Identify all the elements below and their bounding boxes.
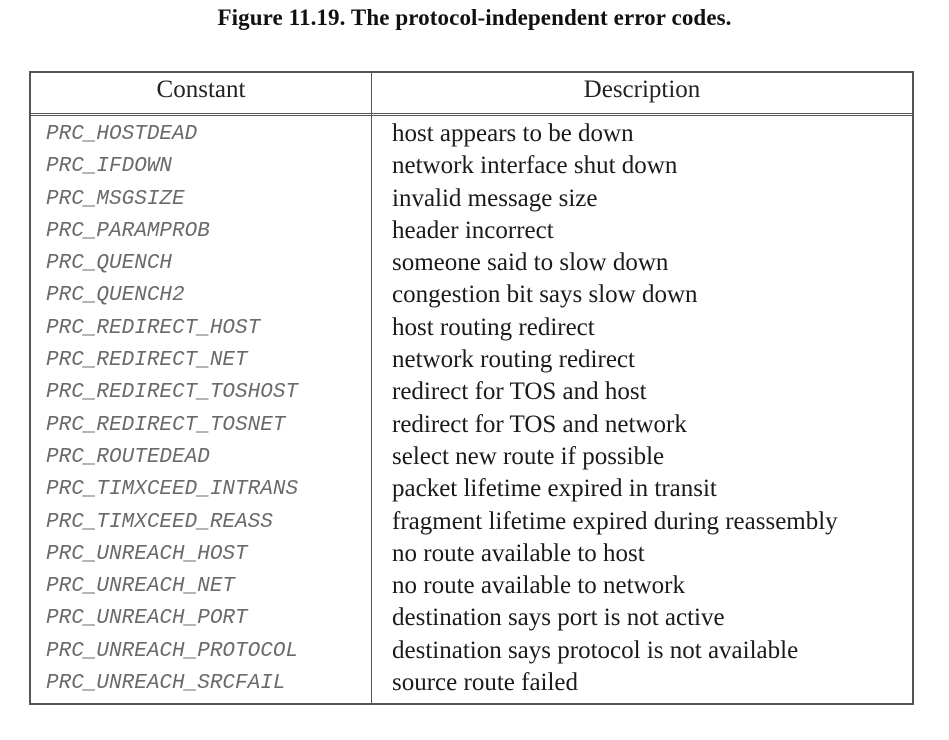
description-cell: network interface shut down bbox=[392, 152, 678, 180]
column-header-constant: Constant bbox=[156, 76, 246, 103]
figure-caption: Figure 11.19. The protocol-independent error codes. bbox=[217, 5, 732, 30]
description-cell: host appears to be down bbox=[392, 120, 634, 147]
description-cell: destination says protocol is not available bbox=[392, 636, 799, 664]
table-row bbox=[31, 606, 912, 638]
header-double-rule bbox=[31, 113, 912, 116]
constant-cell: PRC_TIMXCEED_REASS bbox=[46, 510, 273, 534]
table-row bbox=[31, 313, 912, 348]
table-row bbox=[31, 442, 912, 477]
table-row bbox=[31, 477, 912, 509]
description-cell: header incorrect bbox=[392, 216, 554, 244]
constant-cell: PRC_UNREACH_PORT bbox=[46, 607, 248, 631]
description-cell: source route failed bbox=[392, 669, 579, 697]
table-row bbox=[31, 507, 912, 542]
table-row bbox=[31, 154, 912, 186]
table-row bbox=[31, 636, 912, 671]
constant-cell: PRC_UNREACH_NET bbox=[46, 575, 236, 599]
constant-cell: PRC_TIMXCEED_INTRANS bbox=[46, 478, 299, 502]
constant-cell: PRC_QUENCH bbox=[46, 252, 173, 276]
description-cell: no route available to host bbox=[392, 539, 645, 567]
constant-cell: PRC_QUENCH2 bbox=[46, 284, 185, 308]
description-cell: congestion bit says slow down bbox=[392, 281, 698, 309]
description-cell: packet lifetime expired in transit bbox=[392, 475, 717, 503]
table-row bbox=[31, 539, 912, 574]
constant-cell: PRC_REDIRECT_TOSNET bbox=[46, 413, 286, 437]
column-header-description: Description bbox=[583, 76, 701, 103]
constant-cell: PRC_HOSTDEAD bbox=[46, 123, 198, 146]
table-row bbox=[31, 251, 912, 283]
constant-cell: PRC_ROUTEDEAD bbox=[46, 445, 210, 469]
constant-cell: PRC_UNREACH_PROTOCOL bbox=[46, 639, 299, 663]
description-cell: redirect for TOS and host bbox=[392, 378, 647, 406]
constant-cell: PRC_UNREACH_SRCFAIL bbox=[46, 672, 286, 696]
error-codes-table bbox=[29, 71, 914, 705]
description-cell: network routing redirect bbox=[392, 346, 635, 374]
table-row bbox=[31, 410, 912, 445]
table-row bbox=[31, 283, 912, 315]
description-cell: redirect for TOS and network bbox=[392, 410, 687, 438]
table-body bbox=[31, 122, 912, 703]
table-row bbox=[31, 122, 912, 154]
constant-cell: PRC_IFDOWN bbox=[46, 155, 173, 179]
constant-cell: PRC_PARAMPROB bbox=[46, 219, 210, 243]
table-row bbox=[31, 184, 912, 219]
constant-cell: PRC_UNREACH_HOST bbox=[46, 542, 248, 566]
table-row bbox=[31, 216, 912, 251]
description-cell: destination says port is not active bbox=[392, 604, 725, 632]
table-row bbox=[31, 348, 912, 380]
constant-cell: PRC_REDIRECT_HOST bbox=[46, 316, 261, 340]
description-cell: fragment lifetime expired during reassembly bbox=[392, 507, 838, 535]
description-cell: someone said to slow down bbox=[392, 249, 669, 277]
constant-cell: PRC_MSGSIZE bbox=[46, 187, 185, 211]
description-cell: no route available to network bbox=[392, 572, 685, 600]
description-cell: invalid message size bbox=[392, 184, 598, 212]
table-row bbox=[31, 574, 912, 606]
table-header-row bbox=[31, 73, 912, 113]
constant-cell: PRC_REDIRECT_TOSHOST bbox=[46, 381, 299, 405]
description-cell: select new route if possible bbox=[392, 442, 665, 470]
table-row bbox=[31, 671, 912, 703]
table-row bbox=[31, 380, 912, 412]
constant-cell: PRC_REDIRECT_NET bbox=[46, 349, 248, 373]
description-cell: host routing redirect bbox=[392, 313, 595, 341]
